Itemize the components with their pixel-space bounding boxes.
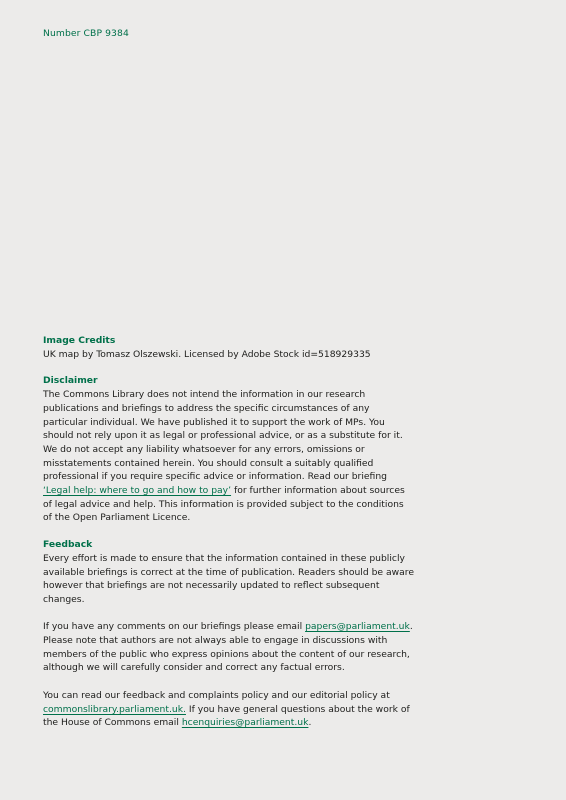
disclaimer-section bbox=[43, 374, 415, 525]
feedback-section bbox=[43, 538, 415, 730]
commons-library-website-link[interactable]: commonslibrary.parliament.uk. bbox=[43, 703, 186, 715]
policy-text-end: . bbox=[308, 717, 312, 729]
feedback-paragraph-comments bbox=[43, 620, 415, 675]
legal-help-briefing-link[interactable]: ‘Legal help: where to go and how to pay’ bbox=[43, 485, 232, 497]
feedback-paragraph-policy bbox=[43, 689, 415, 730]
papers-email-link[interactable]: papers@parliament.uk bbox=[305, 621, 410, 633]
feedback-paragraph-accuracy: Every effort is made to ensure that the information contained in these publicly available briefings is correct at the time of publication. Readers should be aware however that briefings are not necessarily updated to reflect subsequent changes. bbox=[43, 552, 415, 605]
disclaimer-text-start: The Commons Library does not intend the information in our research publications and briefings to address the specific circumstances of any particular individual. We have published it to support the work of MPs. You should not rely upon it as legal or professional advice, or as a substitute for it. We do not accept any liability whatsoever for any errors, omissions or misstatements contained herein. You should consult a suitably qualified professional if you require specific advice or information. Read our briefing bbox=[43, 389, 403, 483]
disclaimer-heading: Disclaimer bbox=[43, 375, 98, 387]
comments-text-end: . Please note that authors are not always able to engage in discussions with members of the public who express opinions about the content of our research, although we will carefully consider and correct any factual errors. bbox=[43, 621, 413, 674]
policy-text-middle: If you have general questions about the work of the House of Commons email bbox=[43, 703, 410, 729]
feedback-heading: Feedback bbox=[43, 539, 93, 551]
image-credits-heading: Image Credits bbox=[43, 335, 116, 346]
comments-text-start: If you have any comments on our briefings please email bbox=[43, 621, 306, 633]
disclaimer-text bbox=[43, 388, 415, 525]
policy-text-start: You can read our feedback and complaints policy and our editorial policy at bbox=[43, 689, 390, 701]
image-credits-text: UK map by Tomasz Olszewski. Licensed by Adobe Stock id=518929335 bbox=[43, 348, 371, 360]
image-credits-section bbox=[43, 334, 415, 361]
back-matter bbox=[43, 334, 415, 743]
disclaimer-text-end: for further information about sources of legal advice and help. This information is provided subject to the conditions of the Open Parliament Licence. bbox=[43, 485, 405, 524]
document-number: Number CBP 9384 bbox=[43, 28, 129, 39]
hcenquiries-email-link[interactable]: hcenquiries@parliament.uk bbox=[181, 717, 309, 729]
